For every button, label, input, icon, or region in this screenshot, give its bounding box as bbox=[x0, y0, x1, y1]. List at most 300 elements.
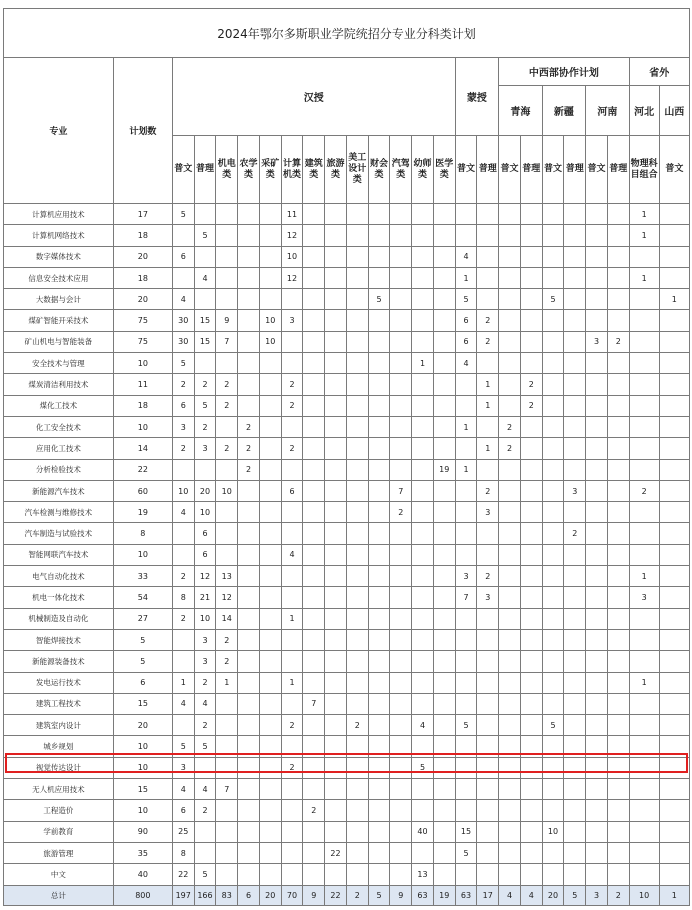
cell-value bbox=[542, 225, 564, 246]
plan-count: 75 bbox=[113, 331, 172, 352]
cell-value bbox=[586, 842, 608, 863]
cell-value bbox=[629, 757, 659, 778]
cell-value: 17 bbox=[477, 885, 499, 905]
cell-value: 19 bbox=[433, 459, 455, 480]
cell-value: 2 bbox=[346, 715, 368, 736]
cell-value: 12 bbox=[194, 566, 216, 587]
cell-value bbox=[455, 608, 477, 629]
cell-value: 10 bbox=[259, 310, 281, 331]
cell-value: 2 bbox=[477, 331, 499, 352]
plan-count: 10 bbox=[113, 736, 172, 757]
cell-value bbox=[346, 736, 368, 757]
cell-value bbox=[412, 331, 434, 352]
plan-count: 19 bbox=[113, 502, 172, 523]
cell-value bbox=[303, 310, 325, 331]
cell-value bbox=[259, 225, 281, 246]
cell-value bbox=[477, 608, 499, 629]
cell-value bbox=[346, 587, 368, 608]
cell-value bbox=[216, 736, 238, 757]
cell-value: 70 bbox=[281, 885, 303, 905]
cell-value bbox=[433, 331, 455, 352]
cell-value bbox=[520, 310, 542, 331]
cell-value: 3 bbox=[586, 885, 608, 905]
cell-value bbox=[412, 523, 434, 544]
cell-value: 15 bbox=[194, 310, 216, 331]
cell-value bbox=[607, 459, 629, 480]
cell-value: 2 bbox=[238, 438, 260, 459]
cell-value: 4 bbox=[172, 779, 194, 800]
cell-value: 1 bbox=[659, 885, 689, 905]
cell-value: 6 bbox=[455, 310, 477, 331]
cell-value bbox=[520, 246, 542, 267]
cell-value bbox=[433, 715, 455, 736]
table-row bbox=[4, 629, 690, 650]
cell-value bbox=[607, 267, 629, 288]
cell-value bbox=[412, 693, 434, 714]
cell-value bbox=[216, 267, 238, 288]
cell-value bbox=[659, 459, 689, 480]
cell-value bbox=[303, 289, 325, 310]
major-name: 计算机应用技术 bbox=[4, 204, 114, 225]
cell-value bbox=[586, 353, 608, 374]
cell-value bbox=[325, 480, 347, 501]
column-header: 普文 bbox=[586, 136, 608, 204]
table-row bbox=[4, 544, 690, 565]
cell-value bbox=[368, 353, 390, 374]
cell-value bbox=[325, 289, 347, 310]
table-row bbox=[4, 864, 690, 885]
cell-value: 4 bbox=[172, 693, 194, 714]
cell-value bbox=[499, 353, 521, 374]
cell-value bbox=[390, 842, 412, 863]
cell-value bbox=[325, 715, 347, 736]
cell-value: 10 bbox=[281, 246, 303, 267]
cell-value: 1 bbox=[412, 353, 434, 374]
cell-value bbox=[390, 800, 412, 821]
plan-count: 5 bbox=[113, 651, 172, 672]
cell-value bbox=[238, 225, 260, 246]
major-name: 汽车检测与维修技术 bbox=[4, 502, 114, 523]
cell-value: 3 bbox=[281, 310, 303, 331]
cell-value: 10 bbox=[194, 502, 216, 523]
cell-value bbox=[607, 204, 629, 225]
cell-value bbox=[542, 480, 564, 501]
table-row bbox=[4, 310, 690, 331]
cell-value bbox=[368, 395, 390, 416]
cell-value bbox=[390, 204, 412, 225]
table-row bbox=[4, 693, 690, 714]
cell-value bbox=[542, 842, 564, 863]
cell-value bbox=[216, 459, 238, 480]
cell-value: 63 bbox=[455, 885, 477, 905]
cell-value bbox=[520, 480, 542, 501]
column-header: 农学类 bbox=[238, 136, 260, 204]
cell-value bbox=[542, 502, 564, 523]
cell-value bbox=[303, 246, 325, 267]
cell-value bbox=[259, 587, 281, 608]
cell-value bbox=[390, 651, 412, 672]
cell-value bbox=[281, 821, 303, 842]
cell-value bbox=[542, 459, 564, 480]
cell-value: 5 bbox=[172, 204, 194, 225]
major-name: 汽车制造与试验技术 bbox=[4, 523, 114, 544]
plan-count: 33 bbox=[113, 566, 172, 587]
cell-value bbox=[520, 715, 542, 736]
cell-value: 1 bbox=[629, 566, 659, 587]
group-mengshou: 蒙授 bbox=[455, 58, 499, 136]
cell-value bbox=[259, 864, 281, 885]
cell-value bbox=[368, 608, 390, 629]
cell-value bbox=[281, 842, 303, 863]
cell-value bbox=[259, 395, 281, 416]
cell-value: 20 bbox=[194, 480, 216, 501]
cell-value bbox=[390, 523, 412, 544]
column-header: 采矿类 bbox=[259, 136, 281, 204]
cell-value bbox=[368, 438, 390, 459]
cell-value bbox=[433, 267, 455, 288]
column-header: 普文 bbox=[172, 136, 194, 204]
cell-value bbox=[412, 395, 434, 416]
cell-value bbox=[346, 864, 368, 885]
cell-value bbox=[542, 608, 564, 629]
cell-value bbox=[542, 416, 564, 437]
cell-value bbox=[520, 544, 542, 565]
column-header: 普理 bbox=[194, 136, 216, 204]
cell-value: 15 bbox=[455, 821, 477, 842]
cell-value bbox=[216, 821, 238, 842]
cell-value bbox=[629, 246, 659, 267]
cell-value bbox=[390, 395, 412, 416]
cell-value: 4 bbox=[194, 693, 216, 714]
cell-value bbox=[238, 693, 260, 714]
table-row bbox=[4, 459, 690, 480]
cell-value bbox=[303, 523, 325, 544]
cell-value bbox=[659, 353, 689, 374]
cell-value bbox=[564, 310, 586, 331]
cell-value bbox=[477, 693, 499, 714]
cell-value bbox=[520, 629, 542, 650]
cell-value bbox=[542, 523, 564, 544]
cell-value: 30 bbox=[172, 331, 194, 352]
cell-value bbox=[259, 736, 281, 757]
cell-value bbox=[433, 502, 455, 523]
cell-value bbox=[433, 246, 455, 267]
cell-value: 22 bbox=[172, 864, 194, 885]
major-name: 智能焊接技术 bbox=[4, 629, 114, 650]
cell-value bbox=[259, 693, 281, 714]
cell-value bbox=[238, 672, 260, 693]
cell-value bbox=[346, 651, 368, 672]
cell-value: 2 bbox=[172, 608, 194, 629]
cell-value bbox=[659, 651, 689, 672]
cell-value bbox=[194, 246, 216, 267]
cell-value: 1 bbox=[477, 438, 499, 459]
cell-value bbox=[629, 544, 659, 565]
cell-value bbox=[259, 800, 281, 821]
major-name: 计算机网络技术 bbox=[4, 225, 114, 246]
cell-value bbox=[259, 289, 281, 310]
cell-value bbox=[542, 566, 564, 587]
cell-value bbox=[390, 693, 412, 714]
cell-value bbox=[194, 821, 216, 842]
table-row bbox=[4, 842, 690, 863]
cell-value bbox=[542, 757, 564, 778]
cell-value bbox=[172, 651, 194, 672]
cell-value bbox=[586, 374, 608, 395]
cell-value bbox=[368, 587, 390, 608]
cell-value bbox=[659, 779, 689, 800]
cell-value bbox=[433, 842, 455, 863]
cell-value bbox=[607, 416, 629, 437]
cell-value bbox=[564, 246, 586, 267]
plan-count: 20 bbox=[113, 246, 172, 267]
cell-value bbox=[390, 672, 412, 693]
cell-value bbox=[477, 864, 499, 885]
group-hanshou: 汉授 bbox=[172, 58, 455, 136]
plan-count: 54 bbox=[113, 587, 172, 608]
cell-value bbox=[216, 225, 238, 246]
cell-value bbox=[281, 502, 303, 523]
cell-value bbox=[542, 267, 564, 288]
cell-value bbox=[346, 289, 368, 310]
cell-value: 1 bbox=[216, 672, 238, 693]
cell-value bbox=[368, 459, 390, 480]
cell-value: 2 bbox=[564, 523, 586, 544]
cell-value: 1 bbox=[629, 204, 659, 225]
cell-value bbox=[477, 289, 499, 310]
cell-value bbox=[586, 246, 608, 267]
cell-value bbox=[586, 693, 608, 714]
cell-value bbox=[433, 480, 455, 501]
cell-value bbox=[216, 715, 238, 736]
cell-value: 1 bbox=[281, 672, 303, 693]
cell-value bbox=[281, 629, 303, 650]
cell-value bbox=[368, 416, 390, 437]
cell-value: 25 bbox=[172, 821, 194, 842]
cell-value bbox=[412, 736, 434, 757]
cell-value bbox=[542, 693, 564, 714]
cell-value: 19 bbox=[433, 885, 455, 905]
cell-value bbox=[586, 395, 608, 416]
cell-value bbox=[542, 310, 564, 331]
cell-value bbox=[412, 779, 434, 800]
cell-value bbox=[499, 821, 521, 842]
cell-value bbox=[433, 800, 455, 821]
cell-value: 2 bbox=[281, 438, 303, 459]
cell-value bbox=[455, 800, 477, 821]
cell-value bbox=[238, 864, 260, 885]
subgroup-henan: 河南 bbox=[586, 86, 630, 136]
major-name: 煤矿智能开采技术 bbox=[4, 310, 114, 331]
cell-value bbox=[412, 800, 434, 821]
cell-value bbox=[346, 523, 368, 544]
cell-value bbox=[390, 374, 412, 395]
cell-value: 1 bbox=[629, 267, 659, 288]
cell-value bbox=[259, 438, 281, 459]
cell-value: 6 bbox=[172, 246, 194, 267]
cell-value bbox=[390, 544, 412, 565]
cell-value bbox=[433, 374, 455, 395]
cell-value bbox=[586, 736, 608, 757]
cell-value bbox=[259, 842, 281, 863]
cell-value bbox=[477, 416, 499, 437]
cell-value: 5 bbox=[455, 842, 477, 863]
column-header: 普理 bbox=[520, 136, 542, 204]
plan-count: 35 bbox=[113, 842, 172, 863]
cell-value bbox=[325, 374, 347, 395]
cell-value bbox=[238, 757, 260, 778]
cell-value bbox=[216, 757, 238, 778]
column-header: 机电类 bbox=[216, 136, 238, 204]
cell-value bbox=[564, 331, 586, 352]
cell-value bbox=[325, 416, 347, 437]
cell-value bbox=[238, 821, 260, 842]
cell-value bbox=[629, 651, 659, 672]
cell-value bbox=[368, 310, 390, 331]
cell-value bbox=[259, 267, 281, 288]
cell-value bbox=[477, 757, 499, 778]
table-row bbox=[4, 672, 690, 693]
cell-value bbox=[659, 225, 689, 246]
cell-value bbox=[520, 693, 542, 714]
table-row bbox=[4, 523, 690, 544]
cell-value: 5 bbox=[455, 289, 477, 310]
cell-value bbox=[346, 757, 368, 778]
cell-value bbox=[586, 651, 608, 672]
cell-value: 2 bbox=[281, 395, 303, 416]
plan-count: 15 bbox=[113, 693, 172, 714]
cell-value bbox=[216, 842, 238, 863]
table-row bbox=[4, 800, 690, 821]
cell-value bbox=[433, 566, 455, 587]
cell-value bbox=[216, 353, 238, 374]
plan-count: 17 bbox=[113, 204, 172, 225]
cell-value: 9 bbox=[216, 310, 238, 331]
subgroup-hebei: 河北 bbox=[629, 86, 659, 136]
cell-value bbox=[607, 821, 629, 842]
cell-value: 4 bbox=[499, 885, 521, 905]
cell-value: 30 bbox=[172, 310, 194, 331]
cell-value bbox=[259, 353, 281, 374]
group-zhongxibu: 中西部协作计划 bbox=[499, 58, 630, 86]
cell-value: 10 bbox=[216, 480, 238, 501]
cell-value bbox=[542, 353, 564, 374]
cell-value bbox=[477, 246, 499, 267]
cell-value bbox=[238, 204, 260, 225]
cell-value bbox=[368, 842, 390, 863]
cell-value bbox=[346, 821, 368, 842]
cell-value bbox=[659, 736, 689, 757]
cell-value bbox=[433, 289, 455, 310]
cell-value bbox=[303, 566, 325, 587]
cell-value: 9 bbox=[390, 885, 412, 905]
cell-value bbox=[346, 672, 368, 693]
cell-value bbox=[564, 544, 586, 565]
cell-value bbox=[412, 438, 434, 459]
cell-value: 7 bbox=[455, 587, 477, 608]
cell-value: 5 bbox=[194, 225, 216, 246]
cell-value bbox=[259, 651, 281, 672]
cell-value: 5 bbox=[412, 757, 434, 778]
table-row bbox=[4, 267, 690, 288]
cell-value bbox=[390, 779, 412, 800]
cell-value bbox=[607, 800, 629, 821]
cell-value: 83 bbox=[216, 885, 238, 905]
cell-value bbox=[520, 416, 542, 437]
cell-value bbox=[368, 757, 390, 778]
cell-value bbox=[455, 502, 477, 523]
cell-value bbox=[346, 502, 368, 523]
major-name: 中文 bbox=[4, 864, 114, 885]
cell-value bbox=[520, 459, 542, 480]
cell-value bbox=[325, 438, 347, 459]
cell-value bbox=[433, 438, 455, 459]
cell-value bbox=[586, 544, 608, 565]
cell-value bbox=[259, 523, 281, 544]
cell-value bbox=[325, 502, 347, 523]
cell-value: 5 bbox=[194, 864, 216, 885]
cell-value bbox=[303, 629, 325, 650]
cell-value: 7 bbox=[390, 480, 412, 501]
cell-value bbox=[520, 672, 542, 693]
cell-value bbox=[346, 353, 368, 374]
cell-value bbox=[455, 779, 477, 800]
cell-value bbox=[659, 416, 689, 437]
cell-value bbox=[542, 651, 564, 672]
column-header: 汽驾类 bbox=[390, 136, 412, 204]
cell-value bbox=[194, 353, 216, 374]
cell-value: 2 bbox=[390, 502, 412, 523]
cell-value bbox=[433, 779, 455, 800]
cell-value bbox=[433, 587, 455, 608]
cell-value bbox=[542, 629, 564, 650]
cell-value bbox=[238, 736, 260, 757]
plan-count: 40 bbox=[113, 864, 172, 885]
cell-value bbox=[499, 331, 521, 352]
cell-value: 2 bbox=[194, 374, 216, 395]
cell-value bbox=[216, 544, 238, 565]
column-header: 普理 bbox=[477, 136, 499, 204]
plan-count: 11 bbox=[113, 374, 172, 395]
table-row bbox=[4, 353, 690, 374]
cell-value: 1 bbox=[659, 289, 689, 310]
cell-value: 3 bbox=[564, 480, 586, 501]
cell-value bbox=[281, 353, 303, 374]
cell-value bbox=[520, 502, 542, 523]
cell-value bbox=[216, 693, 238, 714]
cell-value bbox=[433, 353, 455, 374]
cell-value bbox=[629, 864, 659, 885]
major-name: 城乡规划 bbox=[4, 736, 114, 757]
cell-value bbox=[659, 544, 689, 565]
cell-value bbox=[281, 800, 303, 821]
cell-value: 2 bbox=[216, 651, 238, 672]
cell-value bbox=[477, 225, 499, 246]
cell-value bbox=[368, 672, 390, 693]
cell-value bbox=[325, 736, 347, 757]
cell-value bbox=[455, 438, 477, 459]
cell-value bbox=[325, 693, 347, 714]
cell-value bbox=[368, 651, 390, 672]
cell-value bbox=[368, 566, 390, 587]
cell-value bbox=[303, 672, 325, 693]
plan-count: 18 bbox=[113, 267, 172, 288]
major-name: 数字媒体技术 bbox=[4, 246, 114, 267]
cell-value bbox=[412, 672, 434, 693]
cell-value bbox=[259, 821, 281, 842]
cell-value bbox=[238, 480, 260, 501]
group-shengwai: 省外 bbox=[629, 58, 689, 86]
